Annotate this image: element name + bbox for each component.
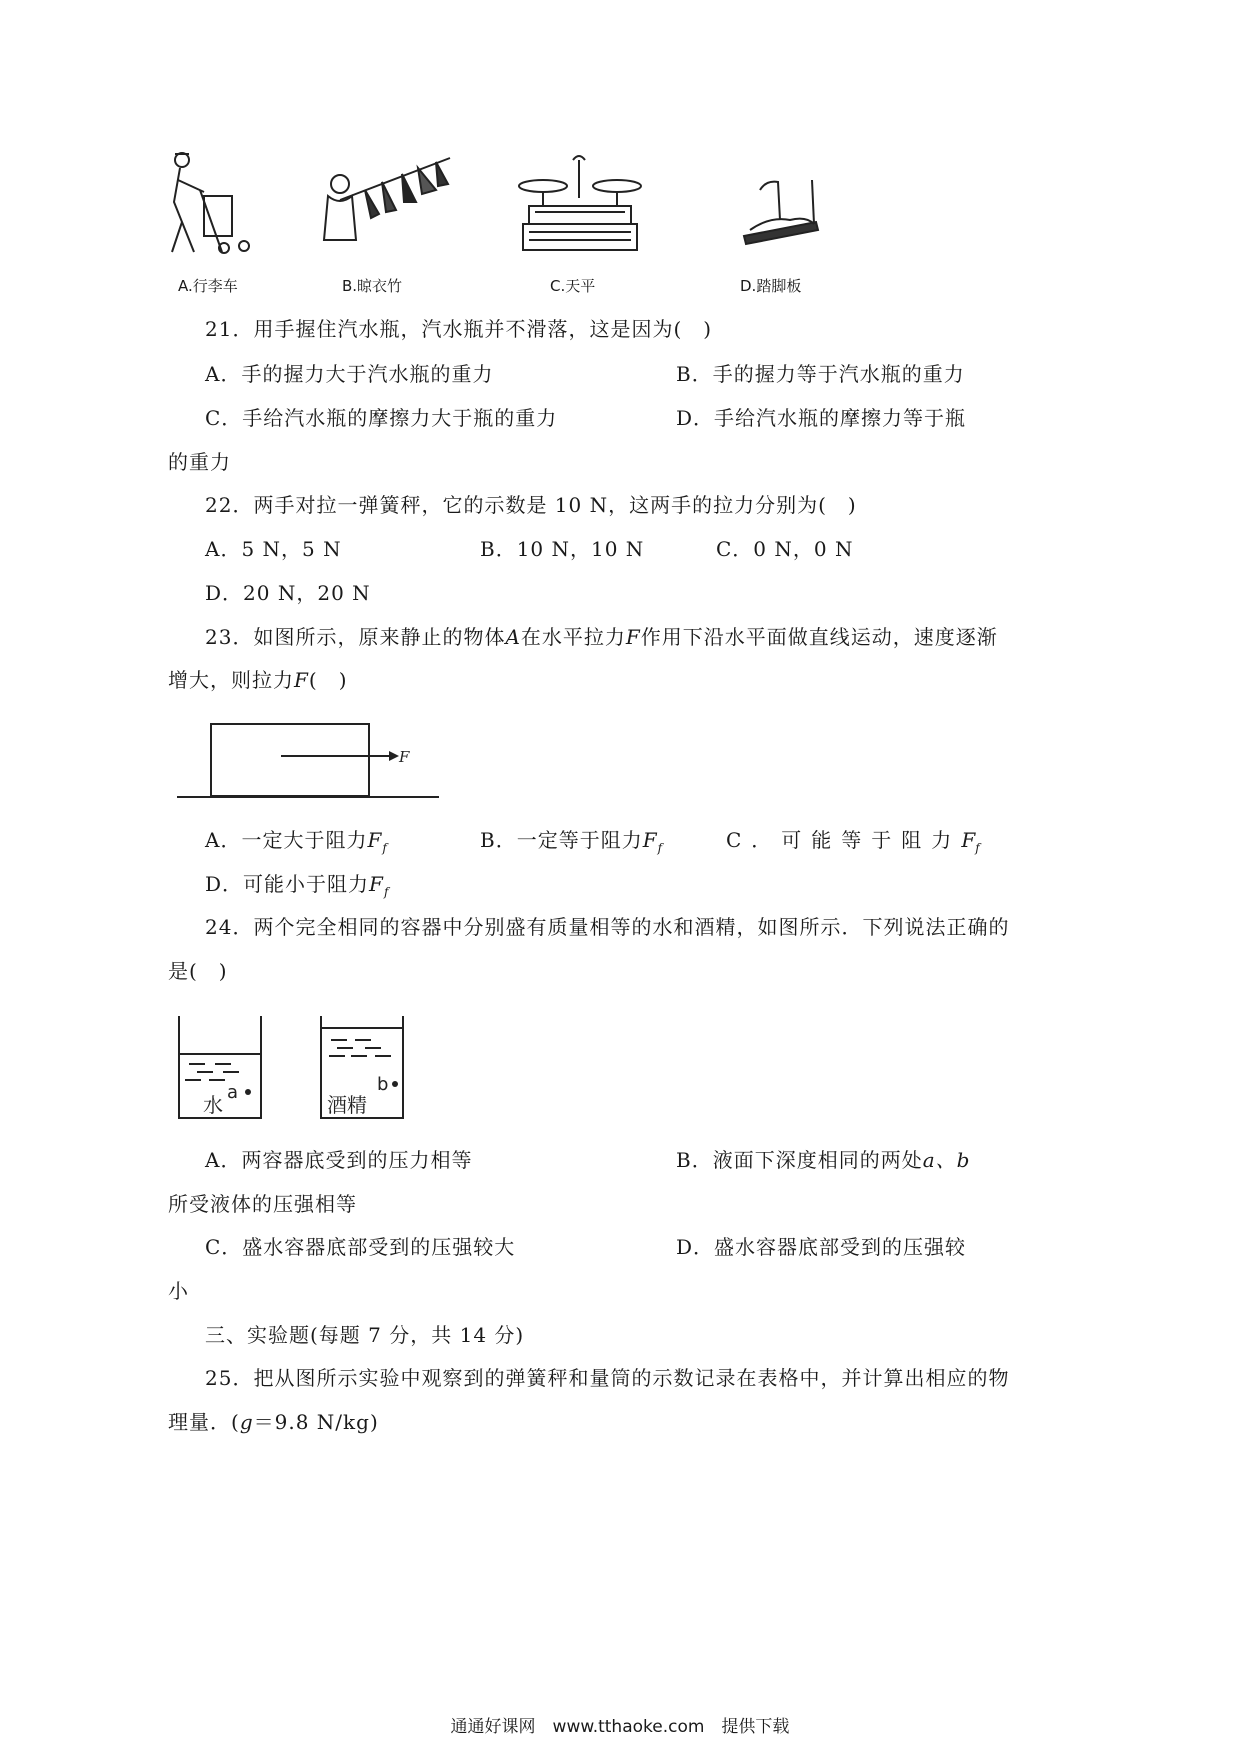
question-25-stem: 25．把从图所示实验中观察到的弹簧秤和量筒的示数记录在表格中，并计算出相应的物 <box>205 1366 1010 1390</box>
block-force-diagram <box>175 718 445 802</box>
alcohol-dashes <box>329 1040 391 1056</box>
question-21-option-b: B．手的握力等于汽水瓶的重力 <box>676 362 965 386</box>
option-text: C．可能等于阻力 <box>726 828 962 852</box>
force-symbol: F <box>642 828 658 852</box>
question-22-option-a: A．5 N，5 N <box>205 537 342 561</box>
force-symbol: F <box>961 828 976 852</box>
force-subscript: f <box>657 841 664 855</box>
stem-text: ( ) <box>308 668 348 692</box>
alcohol-label: 酒精 <box>327 1093 367 1117</box>
question-21-option-a: A．手的握力大于汽水瓶的重力 <box>205 362 494 386</box>
point-b-dot <box>392 1081 398 1087</box>
point-a-dot <box>245 1089 251 1095</box>
point-symbols: a、b <box>922 1148 971 1172</box>
question-24-stem: 24．两个完全相同的容器中分别盛有质量相等的水和酒精，如图所示．下列说法正确的 <box>205 915 1010 939</box>
force-symbol: F <box>294 668 309 692</box>
force-symbol: F <box>369 872 384 896</box>
figure-caption-a: A.行李车 <box>178 277 238 295</box>
option-text: B．一定等于阻力 <box>480 828 643 852</box>
section-3-heading: 三、实验题(每题 7 分，共 14 分) <box>205 1323 525 1347</box>
option-text: D．可能小于阻力 <box>205 872 370 896</box>
question-24-option-d: D．盛水容器底部受到的压强较 <box>676 1235 967 1259</box>
gravity-symbol: g <box>239 1410 254 1434</box>
force-label: F <box>399 748 410 766</box>
stem-text: ＝9.8 N/kg) <box>253 1410 379 1434</box>
question-23-stem-line2 <box>168 668 348 692</box>
option-text: B．液面下深度相同的两处 <box>676 1148 923 1172</box>
object-symbol: A <box>505 625 521 649</box>
stem-text: 在水平拉力 <box>520 625 626 649</box>
stem-text: 23．如图所示，原来静止的物体 <box>205 625 506 649</box>
question-23-option-b <box>480 828 663 860</box>
question-21-option-d-continued: 的重力 <box>168 450 231 474</box>
figure-caption-b: B.晾衣竹 <box>342 277 403 295</box>
question-21-stem: 21．用手握住汽水瓶，汽水瓶并不滑落，这是因为( ) <box>205 317 713 341</box>
force-arrow-head <box>389 751 399 761</box>
lever-figures <box>160 140 940 300</box>
water-dashes <box>185 1064 239 1080</box>
stem-text: 增大，则拉力 <box>168 668 294 692</box>
question-21-option-c: C．手给汽水瓶的摩擦力大于瓶的重力 <box>205 406 558 430</box>
stem-text: 理量．( <box>168 1410 240 1434</box>
water-label: 水 <box>203 1093 223 1117</box>
figure-caption-d: D.踏脚板 <box>740 277 802 295</box>
question-21-option-d: D．手给汽水瓶的摩擦力等于瓶 <box>676 406 967 430</box>
page-footer: 通通好课网 www.tthaoke.com 提供下载 <box>450 1717 790 1737</box>
block-a <box>211 724 369 796</box>
pedal-drawing <box>744 180 818 244</box>
drying-pole-drawing <box>324 158 450 240</box>
question-22-option-d: D．20 N，20 N <box>205 581 371 605</box>
question-23-option-a <box>205 828 388 860</box>
question-24-option-c: C．盛水容器底部受到的压强较大 <box>205 1235 516 1259</box>
point-b-label: b <box>377 1074 389 1095</box>
question-22-option-c: C．0 N，0 N <box>716 537 854 561</box>
question-24-option-b <box>676 1148 970 1172</box>
force-symbol: F <box>625 625 641 649</box>
force-symbol: F <box>367 828 383 852</box>
question-23-stem <box>205 625 998 649</box>
option-text: A．一定大于阻力 <box>205 828 368 852</box>
question-22-stem: 22．两手对拉一弹簧秤，它的示数是 10 N，这两手的拉力分别为( ) <box>205 493 857 517</box>
force-subscript: f <box>383 885 390 899</box>
point-a-label: a <box>227 1082 239 1103</box>
question-23-option-d <box>205 872 389 904</box>
luggage-cart-drawing <box>172 153 249 253</box>
question-22-option-b: B．10 N，10 N <box>480 537 645 561</box>
question-24-option-a: A．两容器底受到的压力相等 <box>205 1148 473 1172</box>
figure-caption-c: C.天平 <box>550 277 596 295</box>
question-23-option-c <box>726 828 980 860</box>
containers-diagram <box>175 1012 415 1122</box>
force-subscript: f <box>975 841 980 855</box>
question-24-option-b-continued: 所受液体的压强相等 <box>168 1192 357 1216</box>
stem-text: 作用下沿水平面做直线运动，速度逐渐 <box>640 625 998 649</box>
force-subscript: f <box>382 841 388 855</box>
question-24-option-d-continued: 小 <box>168 1279 189 1303</box>
question-24-stem-line2: 是( ) <box>168 959 228 983</box>
balance-scale-drawing <box>519 156 641 250</box>
question-25-stem-line2 <box>168 1410 379 1434</box>
